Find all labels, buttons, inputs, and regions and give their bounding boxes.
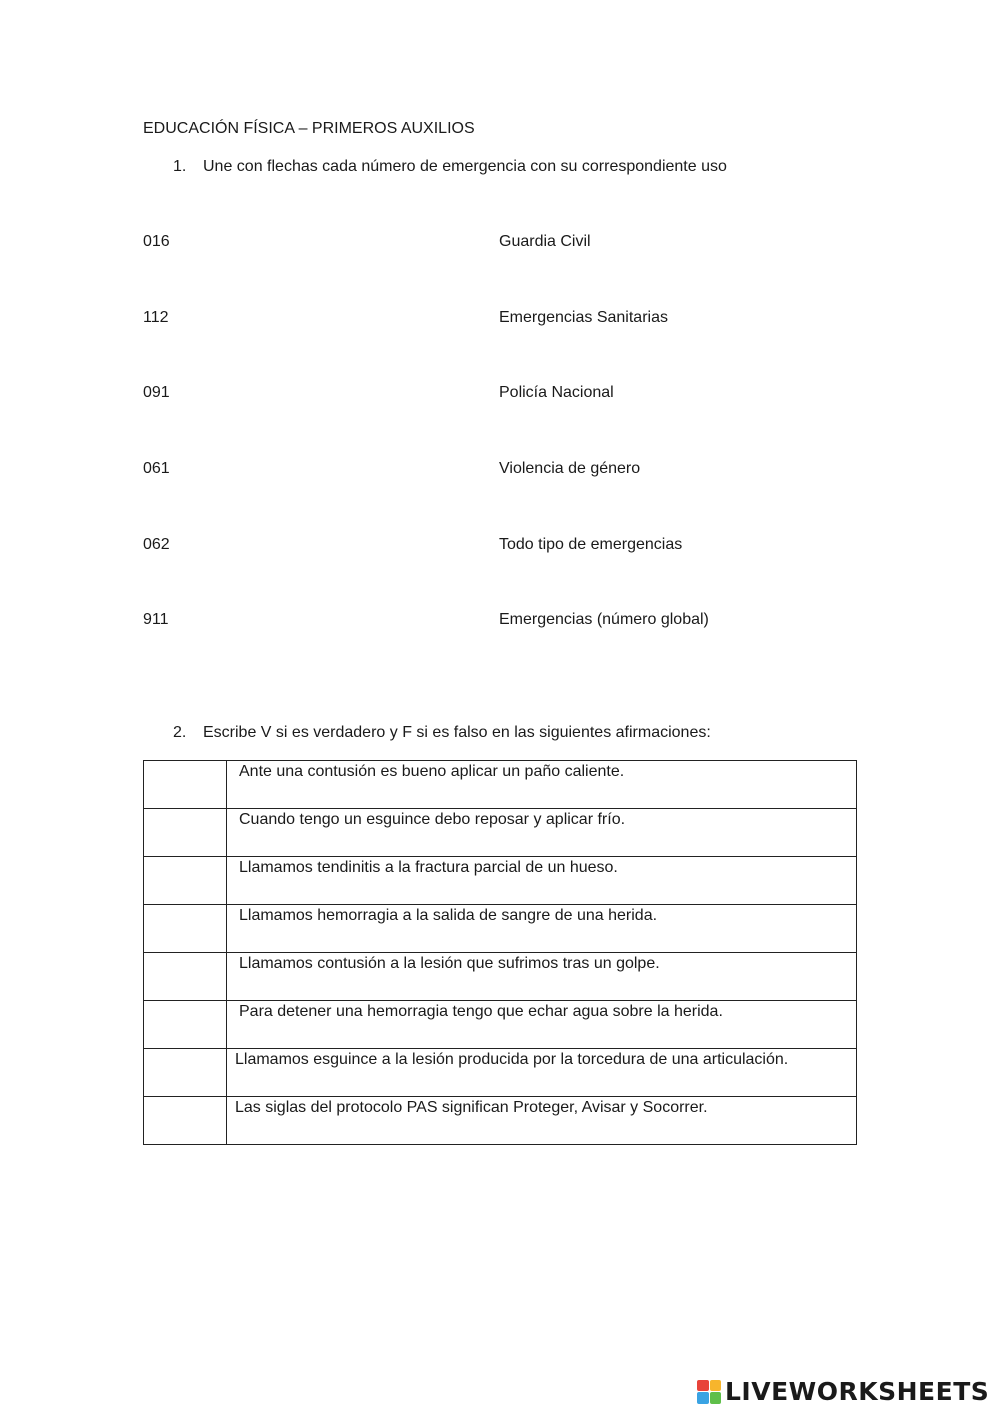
table-row: [144, 1001, 857, 1049]
table-row: [144, 953, 857, 1001]
true-false-table: [143, 760, 857, 1145]
answer-box-4[interactable]: [144, 905, 227, 953]
answer-box-5[interactable]: [144, 953, 227, 1001]
statement-text: Llamamos esguince a la lesión producida por la torcedura de una articulación.: [235, 1051, 789, 1068]
question-1: [173, 158, 727, 176]
statement-cell: [227, 1049, 857, 1097]
question-2-text: Escribe V si es verdadero y F si es falso en las siguientes afirmaciones:: [203, 724, 711, 741]
question-1-number: 1.: [173, 158, 187, 175]
emergency-number-2[interactable]: 112: [143, 309, 169, 326]
statement-text: Las siglas del protocolo PAS significan Proteger, Avisar y Socorrer.: [235, 1099, 708, 1116]
table-row: [144, 857, 857, 905]
answer-box-3[interactable]: [144, 857, 227, 905]
question-2: [173, 724, 711, 742]
emergency-use-1[interactable]: Guardia Civil: [499, 233, 591, 250]
emergency-use-4[interactable]: Violencia de género: [499, 460, 641, 477]
statement-text: Para detener una hemorragia tengo que echar agua sobre la herida.: [239, 1003, 723, 1020]
answer-box-2[interactable]: [144, 809, 227, 857]
emergency-number-1[interactable]: 016: [143, 233, 170, 250]
statement-cell: [227, 761, 857, 809]
table-row: [144, 905, 857, 953]
answer-box-7[interactable]: [144, 1049, 227, 1097]
answer-box-1[interactable]: [144, 761, 227, 809]
logo-square-icon: [697, 1380, 709, 1392]
liveworksheets-watermark: [697, 1377, 989, 1406]
table-row: [144, 1097, 857, 1145]
statement-cell: [227, 857, 857, 905]
statement-text: Llamamos contusión a la lesión que sufrimos tras un golpe.: [239, 955, 660, 972]
question-2-number: 2.: [173, 724, 187, 741]
question-1-text: Une con flechas cada número de emergencia con su correspondiente uso: [203, 158, 727, 175]
statement-text: Ante una contusión es bueno aplicar un paño caliente.: [239, 763, 625, 780]
emergency-use-3[interactable]: Policía Nacional: [499, 384, 614, 401]
statement-cell: [227, 1097, 857, 1145]
table-row: [144, 809, 857, 857]
statement-text: Llamamos tendinitis a la fractura parcial de un hueso.: [239, 859, 618, 876]
table-row: [144, 1049, 857, 1097]
statement-cell: [227, 953, 857, 1001]
statement-cell: [227, 905, 857, 953]
answer-box-8[interactable]: [144, 1097, 227, 1145]
emergency-number-3[interactable]: 091: [143, 384, 170, 401]
logo-square-icon: [710, 1392, 722, 1404]
emergency-use-5[interactable]: Todo tipo de emergencias: [499, 536, 683, 553]
statement-text: Cuando tengo un esguince debo reposar y aplicar frío.: [239, 811, 626, 828]
emergency-use-2[interactable]: Emergencias Sanitarias: [499, 309, 668, 326]
emergency-number-4[interactable]: 061: [143, 460, 170, 477]
emergency-use-6[interactable]: Emergencias (número global): [499, 611, 709, 628]
logo-square-icon: [710, 1380, 722, 1392]
worksheet-title: EDUCACIÓN FÍSICA – PRIMEROS AUXILIOS: [143, 120, 475, 137]
statement-cell: [227, 809, 857, 857]
answer-box-6[interactable]: [144, 1001, 227, 1049]
watermark-text: LIVEWORKSHEETS: [725, 1377, 990, 1406]
emergency-number-6[interactable]: 911: [143, 611, 169, 628]
statement-text: Llamamos hemorragia a la salida de sangre de una herida.: [239, 907, 658, 924]
liveworksheets-logo-icon: [697, 1380, 721, 1404]
logo-square-icon: [697, 1392, 709, 1404]
statement-cell: [227, 1001, 857, 1049]
table-row: [144, 761, 857, 809]
emergency-number-5[interactable]: 062: [143, 536, 170, 553]
